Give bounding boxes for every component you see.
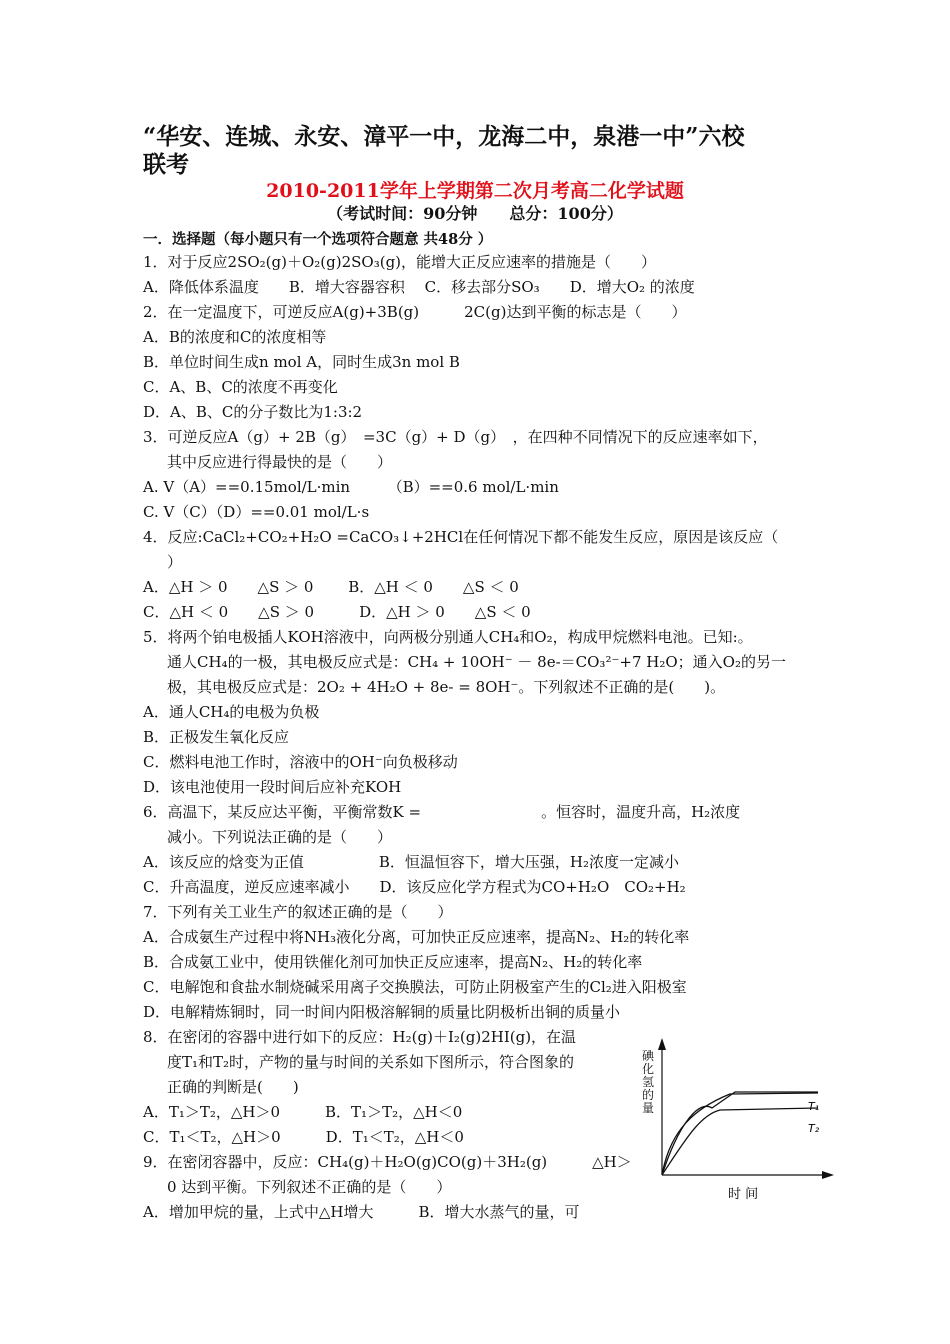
question-line: ） — [167, 553, 183, 571]
question-line: 8．在密闭的容器中进行如下的反应：H₂(g)＋I₂(g)2HI(g)，在温 — [143, 1028, 577, 1046]
question-line: 正确的判断是( ) — [167, 1078, 299, 1096]
question-line: A．B的浓度和C的浓度相等 — [143, 328, 327, 346]
question-line: A．△H ＞ 0 △S ＞ 0 B．△H ＜ 0 △S ＜ 0 — [143, 578, 519, 596]
exam-subtitle: 2010-2011学年上学期第二次月考高二化学试题 — [266, 180, 684, 202]
exam-info: （考试时间：90分钟 总分：100分） — [327, 204, 623, 223]
title-line-1: “华安、连城、永安、漳平一中，龙海二中，泉港一中”六校 — [143, 123, 745, 150]
question-line: C．T₁＜T₂，△H＞0 D．T₁＜T₂，△H＜0 — [143, 1128, 464, 1146]
question-line: A. V（A）==0.15mol/L·min （B）==0.6 mol/L·min — [143, 478, 559, 496]
question-line: 减小。下列说法正确的是（ ） — [167, 828, 393, 846]
question-line: 0 达到平衡。下列叙述不正确的是（ ） — [167, 1178, 452, 1196]
y-axis-label: 碘化氢的量 — [642, 1049, 655, 1115]
question-line: A．增加甲烷的量，上式中△H增大 B．增大水蒸气的量，可 — [143, 1203, 580, 1221]
question-line: B．正极发生氧化反应 — [143, 728, 290, 746]
question-line: B．单位时间生成n mol A，同时生成3n mol B — [143, 353, 460, 371]
curve-t2 — [662, 1092, 818, 1175]
question-line: 9．在密闭容器中，反应：CH₄(g)＋H₂O(g)CO(g)＋3H₂(g) △H＞ — [143, 1153, 632, 1171]
curve-t1 — [662, 1108, 818, 1175]
curve-upper — [662, 1093, 818, 1175]
question-line: 其中反应进行得最快的是（ ） — [167, 453, 393, 471]
question-line: 5．将两个铂电极插人KOH溶液中，向两极分别通人CH₄和O₂，构成甲烷燃料电池。已知:。 — [143, 628, 753, 646]
question-line: A．T₁＞T₂，△H＞0 B．T₁＞T₂，△H＜0 — [143, 1103, 463, 1121]
title-line-2: 联考 — [143, 151, 189, 178]
question-line: D．该电池使用一段时间后应补充KOH — [143, 778, 402, 796]
question-line: C．升高温度，逆反应速率减小 D．该反应化学方程式为CO+H₂O CO₂+H₂ — [143, 878, 686, 896]
question-line: D．电解精炼铜时，同一时间内阳极溶解铜的质量比阴极析出铜的质量小 — [143, 1003, 621, 1021]
curve-t2-label: T₂ — [808, 1122, 820, 1135]
question-line: C．A、B、C的浓度不再变化 — [143, 378, 338, 396]
question-line: 度T₁和T₂时，产物的量与时间的关系如下图所示，符合图象的 — [167, 1053, 575, 1071]
temperature-time-graph — [640, 1030, 840, 1210]
x-axis-label: 时 间 — [728, 1187, 759, 1202]
exam-title — [143, 123, 823, 179]
curve-t1-label: T₁ — [808, 1100, 820, 1113]
question-line: 通人CH₄的一极，其电极反应式是：CH₄ + 10OH⁻ － 8e-＝CO₃²⁻+7 H₂O；通入O₂的另一 — [167, 653, 786, 671]
question-line: 4．反应:CaCl₂+CO₂+H₂O =CaCO₃↓+2HCl在任何情况下都不能发生反应，原因是该反应（ — [143, 528, 779, 546]
question-line: A．通人CH₄的电极为负极 — [143, 703, 320, 721]
question-line: 2．在一定温度下，可逆反应A(g)+3B(g) 2C(g)达到平衡的标志是（ ） — [143, 303, 687, 321]
question-line: C. V（C）（D）==0.01 mol/L·s — [143, 503, 370, 521]
question-line: 极，其电极反应式是：2O₂ + 4H₂O + 8e- = 8OH⁻。下列叙述不正确的是( )。 — [167, 678, 726, 696]
section-heading: 一．选择题（每小题只有一个选项符合题意 共48分 ） — [143, 231, 493, 248]
question-line: D．A、B、C的分子数比为1:3:2 — [143, 403, 363, 421]
question-line: C．电解饱和食盐水制烧碱采用离子交换膜法，可防止阴极室产生的Cl₂进入阳极室 — [143, 978, 687, 996]
question-line: 1．对于反应2SO₂(g)＋O₂(g)2SO₃(g)，能增大正反应速率的措施是（ ） — [143, 253, 657, 271]
question-line: B．合成氨工业中，使用铁催化剂可加快正反应速率，提高N₂、H₂的转化率 — [143, 953, 643, 971]
y-axis-arrow-icon — [658, 1038, 666, 1050]
question-line: A．降低体系温度 B．增大容器容积 C．移去部分SO₃ D．增大O₂ 的浓度 — [143, 278, 695, 296]
question-line: A．合成氨生产过程中将NH₃液化分离，可加快正反应速率，提高N₂、H₂的转化率 — [143, 928, 690, 946]
question-line: C．燃料电池工作时，溶液中的OH⁻向负极移动 — [143, 753, 458, 771]
question-line: 3．可逆反应A（g）+ 2B（g） =3C（g）+ D（g） ，在四种不同情况下的反应速率如下， — [143, 428, 768, 446]
question-line: A．该反应的焓变为正值 B．恒温恒容下，增大压强，H₂浓度一定减小 — [143, 853, 679, 871]
question-line: 6．高温下，某反应达平衡，平衡常数K = 。恒容时，温度升高，H₂浓度 — [143, 803, 741, 821]
x-axis-arrow-icon — [822, 1171, 834, 1179]
question-line: 7．下列有关工业生产的叙述正确的是（ ） — [143, 903, 453, 921]
question-line: C．△H ＜ 0 △S ＞ 0 D．△H ＞ 0 △S ＜ 0 — [143, 603, 531, 621]
